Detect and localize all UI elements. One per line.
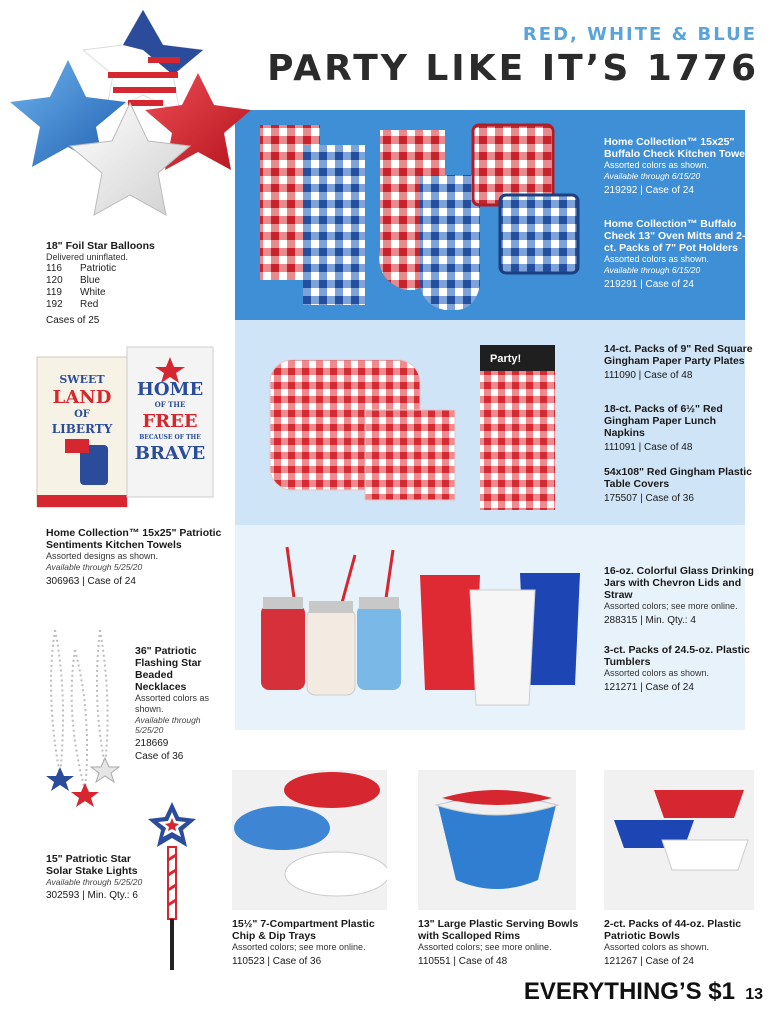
product-name: 14-ct. Packs of 9" Red Square Gingham Paper Party Plates [604,343,753,367]
towel-word: SWEET [59,373,105,386]
variant-row: 192 Red [46,299,99,310]
check-towels-listing [604,136,754,197]
patriotic-bowls-photo [604,770,754,910]
pack-label: Party! [490,353,522,365]
product-note: Assorted colors; see more online. [604,601,738,611]
product-note: Delivered uninflated. [46,252,129,262]
chip-trays-listing [232,918,397,968]
sku-line: 110523 | Case of 36 [232,956,322,967]
chip-trays-image [232,770,387,910]
page-number: 13 [745,986,763,1003]
towel-word: BECAUSE OF THE [139,434,201,441]
product-name: Home Collection™ 15x25" Patriotic Sentiments Kitchen Towels [46,527,222,551]
product-name: 18" Foil Star Balloons [46,240,155,252]
patriotic-bowls-image [604,770,754,910]
gingham-tableware-image [260,340,590,515]
variant-row: 116 Patriotic [46,263,117,274]
sku-line: 218669 [135,738,169,749]
availability: Available through 5/25/20 [46,877,143,887]
product-note: Assorted colors as shown. [604,668,710,678]
plates-listing [604,343,754,382]
page-title: PARTY LIKE IT’S 1776 [267,48,759,89]
product-name: 15" Patriotic Star Solar Stake Lights [46,853,138,877]
availability: Available through 5/25/20 [135,715,201,735]
case-count: Cases of 25 [46,315,100,326]
sku-line: 219292 | Case of 24 [604,185,694,196]
buffalo-check-image [255,120,585,310]
product-name: Home Collection™ Buffalo Check 13" Oven Mitts and 2-ct. Packs of 7" Pot Holders [604,218,746,254]
napkins-listing [604,403,754,454]
necklaces-image [40,625,130,815]
availability: Available through 6/15/20 [604,265,701,275]
product-note: Assorted colors; see more online. [418,942,552,952]
towel-word: LIBERTY [51,422,113,436]
sku-line: 306963 | Case of 24 [46,576,136,587]
balloons-listing [46,240,216,327]
serving-bowls-listing [418,918,583,968]
sku-line: 111091 | Case of 48 [604,442,693,453]
towel-word: FREE [142,411,198,432]
towel-word: LAND [52,387,112,408]
product-note: Assorted colors as shown. [604,160,710,170]
product-name: Home Collection™ 15x25" Buffalo Check Kitchen Towels [604,136,754,160]
jars-listing [604,565,754,627]
product-note: Assorted colors as shown. [604,942,710,952]
sku-line: 110551 | Case of 48 [418,956,508,967]
brand-logo: EVERYTHING’S $1 [523,978,735,1005]
sku-line: 219291 | Case of 24 [604,279,694,290]
product-note: Assorted designs as shown. [46,551,159,561]
sentiment-towels-image [35,345,215,515]
product-name: 36" Patriotic Flashing Star Beaded Necklaces [135,645,202,693]
variant-row: 119 White [46,287,106,298]
product-note: Assorted colors as shown. [135,693,210,714]
star-balloons-image [8,5,258,230]
sku-line: 121271 | Case of 24 [604,682,694,693]
sku-line: 302593 | Min. Qty.: 6 [46,890,138,901]
product-name: 3-ct. Packs of 24.5-oz. Plastic Tumblers [604,644,750,668]
product-note: Assorted colors; see more online. [232,942,366,952]
product-name: 15½" 7-Compartment Plastic Chip & Dip Trays [232,918,375,942]
product-name: 18-ct. Packs of 6½" Red Gingham Paper Lunch Napkins [604,403,723,439]
towel-word: BRAVE [134,443,206,464]
case-count: Case of 36 [135,751,184,762]
towel-word: OF [74,409,90,420]
jars-tumblers-image [255,545,595,715]
subheading: RED, WHITE & BLUE [522,24,757,45]
towel-word: HOME [136,379,204,400]
serving-bowls-photo [418,770,576,910]
table-covers-listing [604,466,754,505]
patriotic-bowls-listing [604,918,759,968]
necklaces-listing [135,645,225,763]
sku-line: 121267 | Case of 24 [604,956,694,967]
product-name: 13" Large Plastic Serving Bowls with Scalloped Rims [418,918,579,942]
stake-lights-listing [46,853,156,902]
towel-word: OF THE [154,400,186,409]
product-name: 2-ct. Packs of 44-oz. Plastic Patriotic Bowls [604,918,742,942]
product-note: Assorted colors as shown. [604,254,710,264]
sku-line: 288315 | Min. Qty.: 4 [604,615,696,626]
tumblers-listing [604,644,754,694]
serving-bowls-image [418,770,576,910]
product-name: 54x108" Red Gingham Plastic Table Covers [604,466,752,490]
sentiment-towels-listing [46,527,226,588]
sku-line: 175507 | Case of 36 [604,493,694,504]
sku-line: 111090 | Case of 48 [604,370,693,381]
product-name: 16-oz. Colorful Glass Drinking Jars with Chevron Lids and Straw [604,565,754,601]
availability: Available through 5/25/20 [46,562,143,572]
variant-row: 120 Blue [46,275,101,286]
oven-mitts-listing [604,218,754,291]
chip-trays-photo [232,770,387,910]
availability: Available through 6/15/20 [604,171,701,181]
